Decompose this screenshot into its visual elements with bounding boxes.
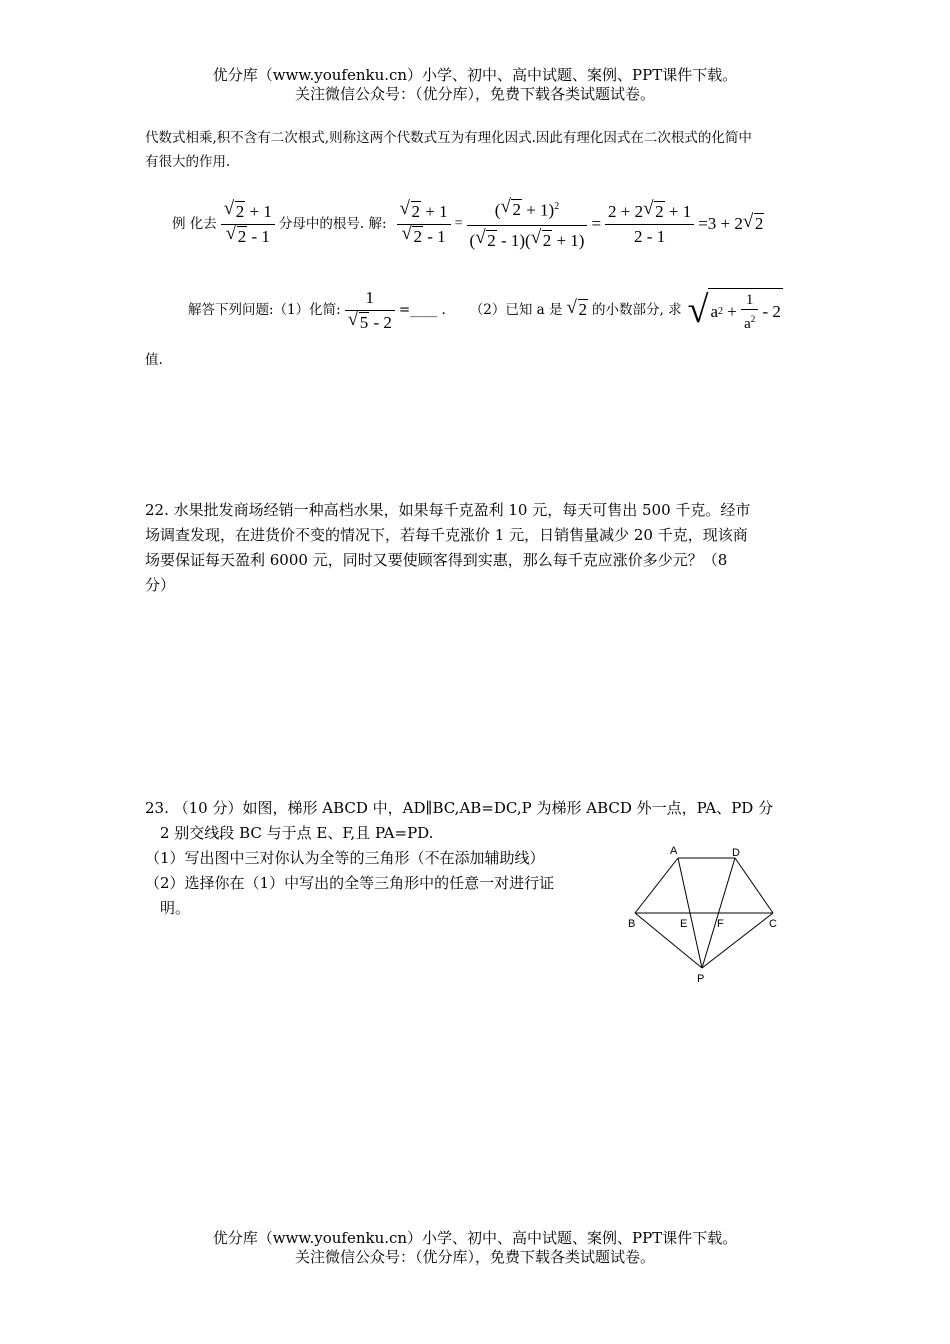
- label-B: B: [628, 918, 636, 930]
- q22-line-3: 场要保证每天盈利 6000 元，同时又要使顾客得到实惠，那么每千克应涨价多少元？（8: [145, 551, 728, 569]
- q23-item-1: （1）写出图中三对你认为全等的三角形（不在添加辅助线）: [145, 849, 545, 867]
- q21-task: 解答下列问题:（1）化简: 1 √ 5 - 2 =____ . （2）已知 a 是 √ 2 的小数部分, 求 √ a 2 + $\frac{1}{a^2}$ - 2: [188, 284, 783, 336]
- part2-a: （2）已知 a 是: [469, 302, 563, 318]
- trapezoid-figure: [620, 840, 790, 990]
- example-mid: 分母中的根号. 解:: [278, 216, 387, 232]
- label-D: D: [732, 847, 740, 859]
- segment-CP: [702, 913, 773, 968]
- q23-line-1: 23. （10 分）如图，梯形 ABCD 中，AD∥BC,AB=DC,P 为梯形 ABCD 外一点，PA、PD 分: [145, 799, 774, 817]
- q23-item-2b: 明。: [160, 899, 191, 917]
- label-C: C: [769, 918, 777, 930]
- segment-AB: [635, 858, 678, 913]
- q22-line-4: 分）: [145, 576, 176, 594]
- header-line-1: 优分库（www.youfenku.cn）小学、初中、高中试题、案例、PPT课件下载。: [212, 66, 738, 84]
- q21-example: 例 化去 √ 2 + 1 √ 2 - 1 分母中的根号. 解: √ 2 + 1 √ 2 - 1 = ( √ 2 + 1)$^2$ ( √ 2 - 1)( √ 2 + 1) = 2 + 2 √ 2 + 1 2 - 1 =3 + 2 √ 2: [172, 194, 764, 254]
- task-label: 解答下列问题:（1）化简:: [188, 302, 341, 318]
- segment-DC: [735, 858, 773, 913]
- task-fraction: 1 √ 5 - 2: [345, 286, 395, 335]
- q21-tail: 值.: [145, 352, 163, 368]
- q22-line-1: 22. 水果批发商场经销一种高档水果，如果每千克盈利 10 元，每天可售出 500 千克。经市: [145, 501, 751, 519]
- footer-line-2: 关注微信公众号：（优分库），免费下载各类试题试卷。: [294, 1248, 655, 1266]
- answer-blank: =____ .: [398, 302, 446, 318]
- label-P: P: [697, 973, 705, 985]
- footer-line-1: 优分库（www.youfenku.cn）小学、初中、高中试题、案例、PPT课件下载。: [212, 1229, 738, 1247]
- q23-item-2a: （2）选择你在（1）中写出的全等三角形中的任意一对进行证: [145, 874, 555, 892]
- example-label: 例 化去: [172, 216, 217, 232]
- part2-b: 的小数部分, 求: [592, 302, 682, 318]
- label-A: A: [670, 845, 678, 857]
- q21-intro-line-2: 有很大的作用.: [145, 154, 231, 170]
- example-step-2: ( √ 2 + 1)$^2$ ( √ 2 - 1)( √ 2 + 1): [467, 192, 588, 257]
- example-step-3: 2 + 2 √ 2 + 1 2 - 1: [605, 200, 694, 249]
- q22-line-2: 场调查发现，在进货价不变的情况下，若每千克涨价 1 元，日销售量减少 20 千克，现该商: [145, 526, 748, 544]
- part2-expression: √ a 2 + $\frac{1}{a^2}$ - 2: [687, 289, 781, 332]
- example-step-1: √ 2 + 1 √ 2 - 1: [397, 200, 451, 249]
- label-F: F: [717, 918, 724, 930]
- q21-intro-line-1: 代数式相乘,积不含有二次根式,则称这两个代数式互为有理化因式.因此有理化因式在二次根式的化简中: [145, 130, 752, 146]
- example-fraction: √ 2 + 1 √ 2 - 1: [221, 200, 275, 249]
- header-line-2: 关注微信公众号：（优分库），免费下载各类试题试卷。: [294, 85, 655, 103]
- q23-line-2: 2 别交线段 BC 与于点 E、F,且 PA=PD.: [160, 824, 434, 842]
- label-E: E: [680, 918, 688, 930]
